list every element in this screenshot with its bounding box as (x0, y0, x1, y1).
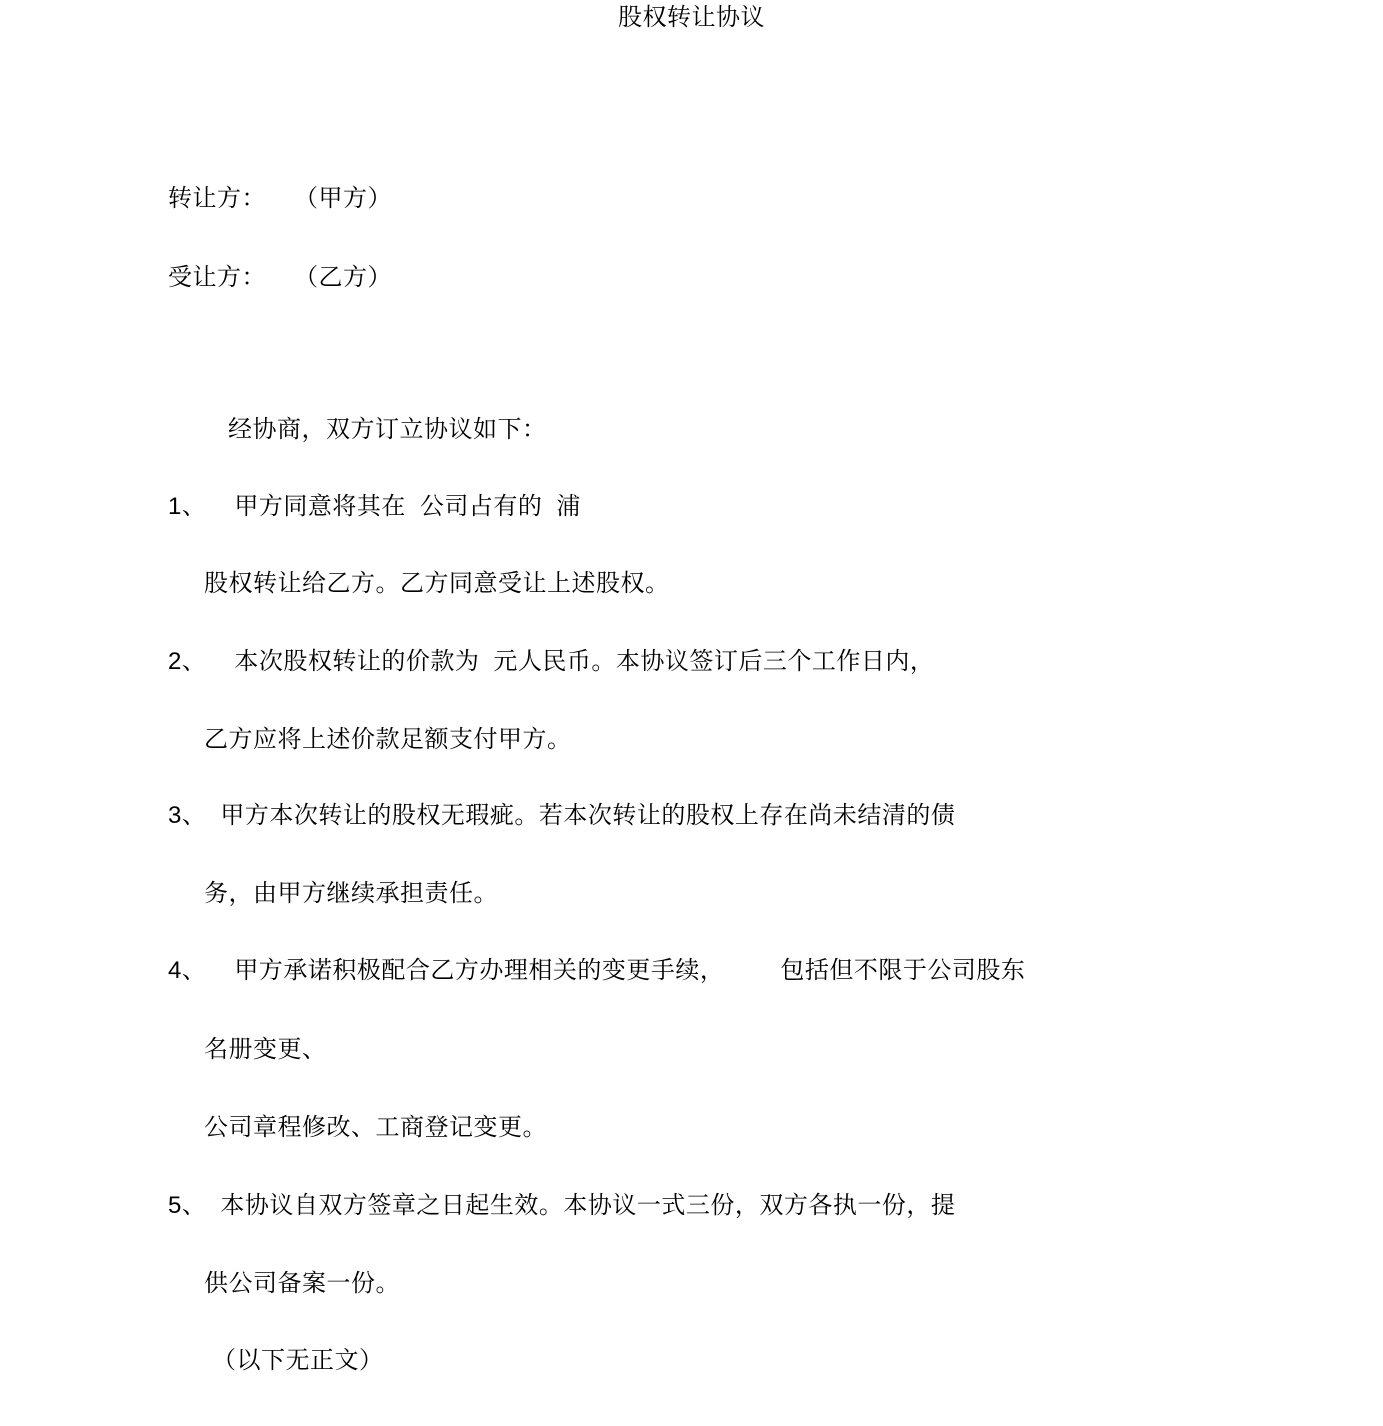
clause-4-number: 4、 (168, 957, 207, 984)
clause-5-line-2: 供公司备案一份。 (204, 1269, 400, 1297)
closing-note: （以下无正文） (212, 1346, 384, 1374)
intro-paragraph: 经协商，双方订立协议如下： (228, 415, 547, 443)
clause-2-text-b: 元人民币。本协议签订后三个工作日内， (493, 647, 935, 675)
transferor-line (168, 183, 392, 213)
clause-2-number: 2、 (168, 648, 207, 675)
clause-5-number: 5、 (168, 1192, 207, 1219)
clause-1-text-b: 公司占有的 (419, 492, 543, 520)
clause-4-line-2: 名册变更、 (204, 1035, 327, 1063)
clause-3-number: 3、 (168, 802, 207, 829)
transferor-label: 转让方： (168, 184, 266, 212)
transferee-line (168, 262, 392, 292)
clause-2-text-a: 本次股权转让的价款为 (234, 647, 480, 675)
clause-1-text-a: 甲方同意将其在 (234, 492, 406, 520)
clause-3-line-1 (168, 800, 955, 831)
clause-4-line-1 (168, 955, 1025, 986)
clause-2-line-1 (168, 646, 934, 677)
clause-1-number: 1、 (168, 493, 207, 520)
clause-2-line-2: 乙方应将上述价款足额支付甲方。 (204, 725, 572, 753)
transferee-label: 受让方： (168, 263, 266, 291)
clause-5-line-1 (168, 1190, 955, 1221)
document-title: 股权转让协议 (618, 3, 765, 31)
clause-1-line-1 (168, 491, 581, 522)
clause-1-text-c: 浦 (556, 492, 581, 520)
clause-5-text: 本协议自双方签章之日起生效。本协议一式三份，双方各执一份，提 (220, 1191, 956, 1219)
clause-3-text: 甲方本次转让的股权无瑕疵。若本次转让的股权上存在尚未结清的债 (220, 801, 956, 829)
clause-4-text-a: 甲方承诺积极配合乙方办理相关的变更手续， (234, 956, 725, 984)
transferee-value: （乙方） (294, 263, 392, 291)
clause-4-line-3: 公司章程修改、工商登记变更。 (204, 1113, 547, 1141)
clause-4-text-b: 包括但不限于公司股东 (780, 956, 1026, 984)
transferor-value: （甲方） (294, 184, 392, 212)
clause-3-line-2: 务，由甲方继续承担责任。 (204, 879, 498, 907)
clause-1-line-2: 股权转让给乙方。乙方同意受让上述股权。 (204, 569, 670, 597)
